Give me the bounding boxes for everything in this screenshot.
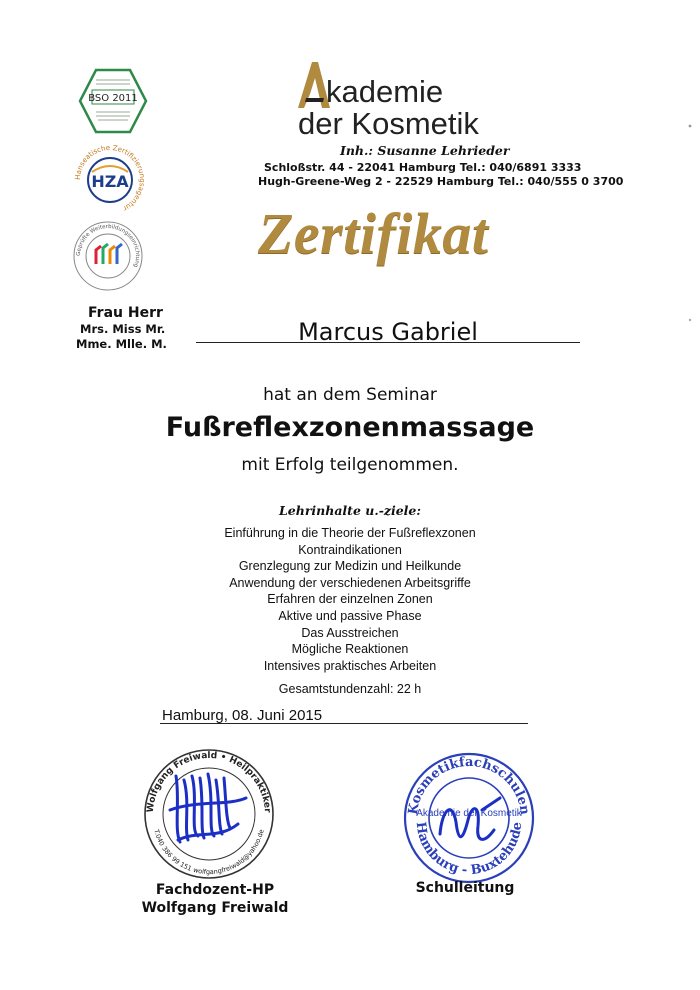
salutation-line-1: Frau Herr xyxy=(88,305,163,321)
stamp-kosmetikfachschulen xyxy=(396,750,542,886)
topic-item: Erfahren der einzelnen Zonen xyxy=(267,592,433,607)
signature-left-title: Fachdozent-HP xyxy=(155,882,275,898)
topic-item: Intensives praktisches Arbeiten xyxy=(263,658,437,673)
topic-list xyxy=(0,525,700,674)
logo-text-der-kosmetik: der Kosmetik xyxy=(298,106,479,141)
signature-right-title: Schulleitung xyxy=(415,880,515,896)
wb-ring-text: Geprüfte Weiterbildungseinrichtung xyxy=(75,223,141,269)
body-line-1: hat an dem Seminar xyxy=(263,385,437,405)
salutation-line-3: Mme. Mlle. M. xyxy=(76,337,167,351)
hza-ring-text: Hanseatische Zertifizierungsagentur xyxy=(73,143,147,213)
signature-left-name: Wolfgang Freiwald xyxy=(141,900,289,916)
owner-line: Inh.: Susanne Lehrieder xyxy=(340,143,510,158)
body-line-3: mit Erfolg teilgenommen. xyxy=(241,455,459,475)
address-line-2: Hugh-Greene-Weg 2 - 22529 Hamburg Tel.: 040/555 0 3700 xyxy=(258,175,624,188)
stamp-right-center-text: Akademie der Kosmetik xyxy=(416,808,522,819)
topic-item: Einführung in die Theorie der Fußreflexzonen xyxy=(224,526,476,540)
address-line-1: Schloßstr. 44 - 22041 Hamburg Tel.: 040/6891 3333 xyxy=(264,161,582,174)
hza-label: HZA xyxy=(91,172,129,191)
issue-date: Hamburg, 08. Juni 2015 xyxy=(162,707,323,724)
stamp-left-top-text: Wolfgang Freiwald • Heilpraktiker xyxy=(145,750,273,814)
salutation-line-2: Mrs. Miss Mr. xyxy=(80,322,166,336)
topic-item: Anwendung der verschiedenen Arbeitsgriffe xyxy=(229,575,471,590)
weiterbildung-seal xyxy=(72,220,144,292)
topic-item: Aktive und passive Phase xyxy=(278,608,422,623)
total-hours: Gesamtstundenzahl: 22 h xyxy=(278,682,422,696)
stamp-right-top-text: Kosmetikfachschulen xyxy=(405,754,533,816)
recipient-name: Marcus Gabriel xyxy=(298,318,478,346)
stamp-freiwald xyxy=(128,740,290,880)
scan-specks xyxy=(688,110,692,410)
name-underline xyxy=(196,342,580,343)
signature-freiwald xyxy=(170,774,246,842)
topic-item: Mögliche Reaktionen xyxy=(291,642,409,657)
stamp-right-bottom-text: Hamburg - Buxtehude xyxy=(412,821,526,879)
logo-text-kademie: kademie xyxy=(326,74,444,109)
bso-seal xyxy=(78,68,148,134)
topic-item: Das Ausstreichen xyxy=(301,625,399,640)
topic-item: Grenzlegung zur Medizin und Heilkunde xyxy=(238,559,462,574)
seminar-title: Fußreflexzonenmassage xyxy=(165,412,535,443)
hza-seal xyxy=(68,138,152,222)
content-heading: Lehrinhalte u.-ziele: xyxy=(278,503,421,518)
stamp-left-bottom-text: T.040 386 99 151 wolfgangfreiwald@yahoo.de xyxy=(152,828,266,877)
topic-item: Kontraindikationen xyxy=(298,542,402,557)
certificate-title: Zertifikat xyxy=(258,201,489,266)
bso-label: BSO 2011 xyxy=(88,93,138,104)
date-underline xyxy=(160,723,528,724)
